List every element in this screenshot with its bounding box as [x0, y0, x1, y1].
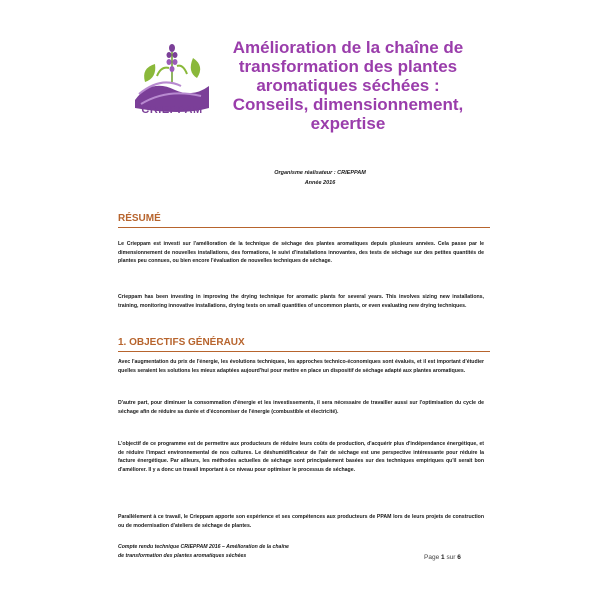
title-line: expertise [310, 114, 386, 133]
annee: Année 2016 [304, 180, 336, 186]
page-label: Page [424, 554, 440, 561]
resume-paragraph-fr: Le Crieppam est investi sur l'amélioration de la technique de séchage des plantes aromatiques depuis plusieurs années. Cela passe par le dimensionnement de nouvelles installations, des formations, le suivi d'installations innovantes, des tests de séchage sur des petites quantités de plantes peu connues, ou bien encore l'évaluation de nouvelles techniques de séchage. [118, 241, 484, 265]
organisme-block [260, 168, 380, 188]
resume-heading: RÉSUMÉ [118, 213, 161, 224]
resume-paragraph-en: Crieppam has been investing in improving the drying technique for aromatic plants for several years. This involves sizing new installations, training, monitoring innovative installations, drying tests on small quantities of uncommon plants, or even evaluating new drying techniques. [118, 294, 484, 309]
objectifs-paragraph: Avec l'augmentation du prix de l'énergie, les évolutions techniques, les approches technico-économiques sont évalués, et il est important d'étudier quelles seraient les solutions les mieux adaptées aujourd'hui pour mettre en place un dispositif de séchage adapté aux plantes aromatiques. [118, 359, 484, 374]
title-line: transformation des plantes [238, 57, 458, 76]
divider [118, 227, 490, 228]
footer-note-line: Compte rendu technique CRIEPPAM 2016 – Amélioration de la chaîne [118, 544, 289, 550]
objectifs-heading: 1. OBJECTIFS GÉNÉRAUX [118, 337, 245, 348]
footer-note [118, 543, 418, 561]
page-number [424, 554, 461, 561]
document-title [218, 38, 478, 133]
objectifs-paragraph: L'objectif de ce programme est de permettre aux producteurs de réduire leurs coûts de production, d'acquérir plus d'indépendance énergétique, et de réduire l'impact environnemental de nos cultures. Le déshumidificateur de l'air de séchage est une perspective intéressante pour réduire la facture énergétique. Par ailleurs, les méthodes actuelles de séchage sont principalement basées sur des techniques empiriques qu'il serait bon d'améliorer. Il y a donc un travail important à ce niveau pour optimiser le processus de séchage. [118, 441, 484, 473]
divider [118, 351, 490, 352]
page-total: 6 [457, 554, 461, 561]
organisme: Organisme réalisateur : CRIEPPAM [274, 170, 366, 176]
title-line: Amélioration de la chaîne de [232, 38, 464, 57]
page-current: 1 [441, 554, 445, 561]
objectifs-paragraph: D'autre part, pour diminuer la consommation d'énergie et les investissements, il sera nécessaire de travailler aussi sur l'optimisation du cycle de séchage afin de réduire sa durée et d'économiser de l'énergie (combustible et électricité). [118, 400, 484, 415]
logo-text: CRIEPPAM [141, 104, 203, 116]
page-sep: sur [446, 554, 456, 561]
title-line: Conseils, dimensionnement, [232, 95, 464, 114]
footer-note-line: de transformation des plantes aromatiques séchées [118, 553, 247, 559]
objectifs-paragraph: Parallèlement à ce travail, le Crieppam apporte son expérience et ses compétences aux producteurs de PPAM lors de leurs projets de construction ou de modernisation d'ateliers de séchage de plantes. [118, 514, 484, 529]
title-line: aromatiques séchées : [256, 76, 440, 95]
